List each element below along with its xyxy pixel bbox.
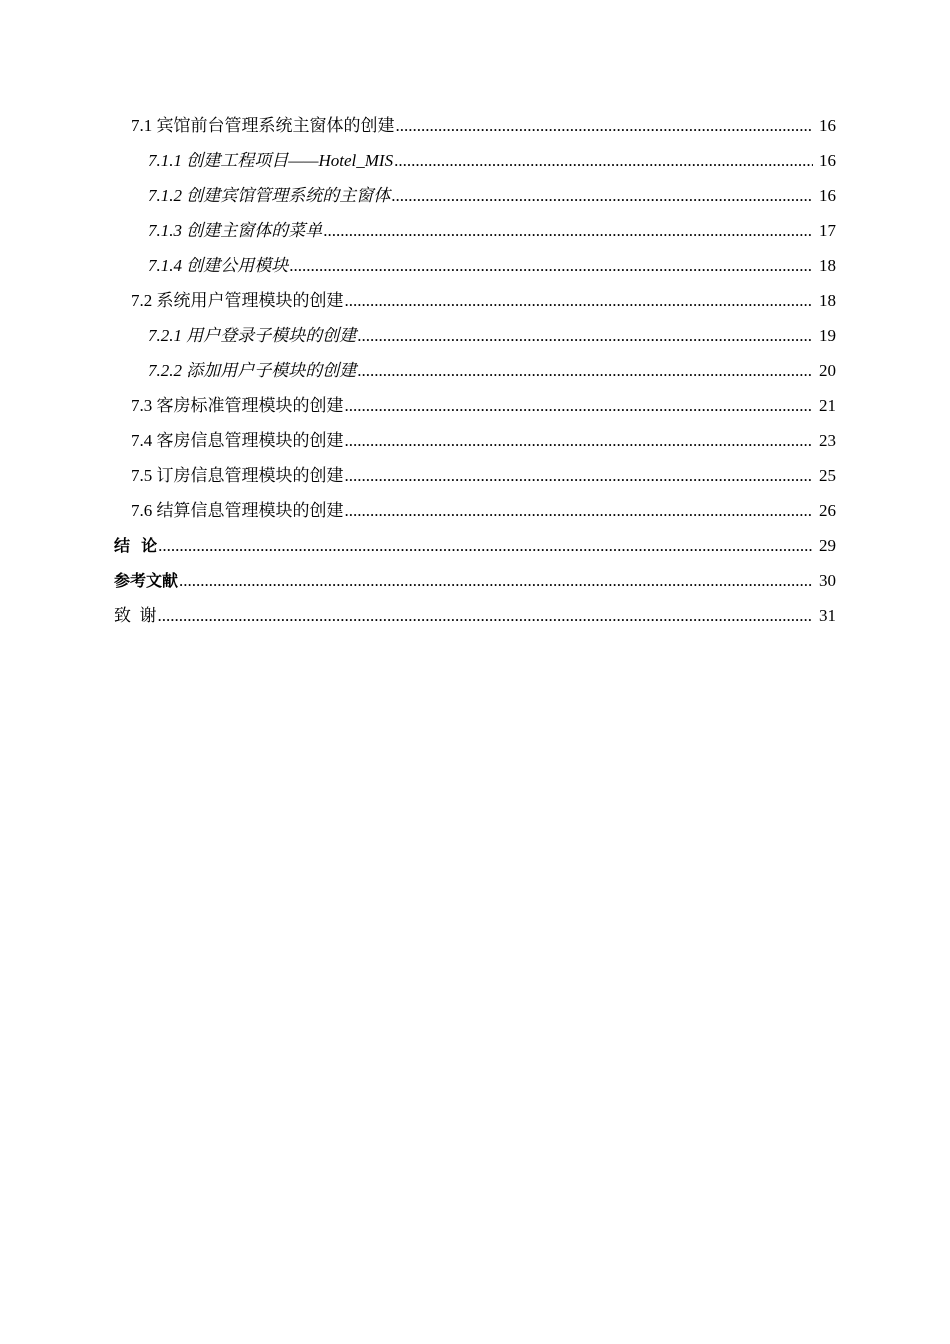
toc-entry[interactable] — [0, 563, 950, 598]
toc-entry-page: 26 — [819, 501, 836, 520]
toc-entry-page: 23 — [819, 431, 836, 450]
toc-entry[interactable] — [0, 598, 950, 633]
toc-entry-title: 7.1.4 创建公用模块 — [148, 256, 289, 275]
toc-entry[interactable] — [0, 528, 950, 563]
toc-dot-leader — [158, 598, 814, 633]
toc-entry-page: 16 — [819, 151, 836, 170]
toc-dot-leader — [345, 493, 814, 528]
toc-dot-leader — [345, 388, 814, 423]
toc-entry[interactable] — [0, 318, 950, 353]
toc-entry-page: 17 — [819, 221, 836, 240]
toc-entry-title: 7.3 客房标准管理模块的创建 — [131, 396, 344, 415]
toc-entry-title: 7.1.1 创建工程项目——Hotel_MIS — [148, 151, 394, 170]
toc-dot-leader — [357, 353, 813, 388]
toc-entry-page: 21 — [819, 396, 836, 415]
toc-dot-leader — [396, 108, 814, 143]
toc-entry-title: 7.4 客房信息管理模块的创建 — [131, 431, 344, 450]
toc-entry[interactable] — [0, 423, 950, 458]
toc-entry-title: 7.1 宾馆前台管理系统主窗体的创建 — [131, 116, 395, 135]
toc-dot-leader — [357, 318, 813, 353]
toc-entry-page: 29 — [819, 536, 836, 555]
toc-entry[interactable] — [0, 213, 950, 248]
toc-entry-title: 7.2 系统用户管理模块的创建 — [131, 291, 344, 310]
toc-entry[interactable] — [0, 458, 950, 493]
toc-entry[interactable] — [0, 108, 950, 143]
toc-dot-leader — [323, 213, 813, 248]
toc-entry[interactable] — [0, 353, 950, 388]
toc-entry-page: 30 — [819, 571, 836, 590]
toc-entry-page: 25 — [819, 466, 836, 485]
toc-entry-page: 20 — [819, 361, 836, 380]
toc-entry[interactable] — [0, 178, 950, 213]
toc-entry-title: 7.2.1 用户登录子模块的创建 — [148, 326, 357, 345]
toc-entry-page: 16 — [819, 116, 836, 135]
toc-dot-leader — [289, 248, 813, 283]
table-of-contents — [0, 108, 950, 633]
toc-entry-title: 7.1.2 创建宾馆管理系统的主窗体 — [148, 186, 391, 205]
toc-dot-leader — [391, 178, 813, 213]
toc-dot-leader — [179, 563, 813, 598]
toc-dot-leader — [394, 143, 813, 178]
toc-entry[interactable] — [0, 388, 950, 423]
toc-dot-leader — [158, 528, 813, 563]
toc-entry[interactable] — [0, 493, 950, 528]
toc-entry-title: 7.5 订房信息管理模块的创建 — [131, 466, 344, 485]
toc-dot-leader — [345, 458, 814, 493]
toc-entry[interactable] — [0, 248, 950, 283]
toc-entry-page: 19 — [819, 326, 836, 345]
toc-entry[interactable] — [0, 283, 950, 318]
toc-dot-leader — [345, 423, 814, 458]
toc-entry-title: 结 论 — [114, 536, 158, 555]
toc-entry-title: 7.6 结算信息管理模块的创建 — [131, 501, 344, 520]
toc-entry-title: 参考文献 — [114, 571, 179, 590]
toc-entry-title: 7.1.3 创建主窗体的菜单 — [148, 221, 323, 240]
toc-entry-page: 18 — [819, 256, 836, 275]
toc-entry-page: 16 — [819, 186, 836, 205]
toc-entry-title: 致 谢 — [114, 606, 157, 625]
toc-entry-page: 31 — [819, 606, 836, 625]
toc-entry-title: 7.2.2 添加用户子模块的创建 — [148, 361, 357, 380]
toc-dot-leader — [345, 283, 814, 318]
toc-entry[interactable] — [0, 143, 950, 178]
toc-entry-page: 18 — [819, 291, 836, 310]
